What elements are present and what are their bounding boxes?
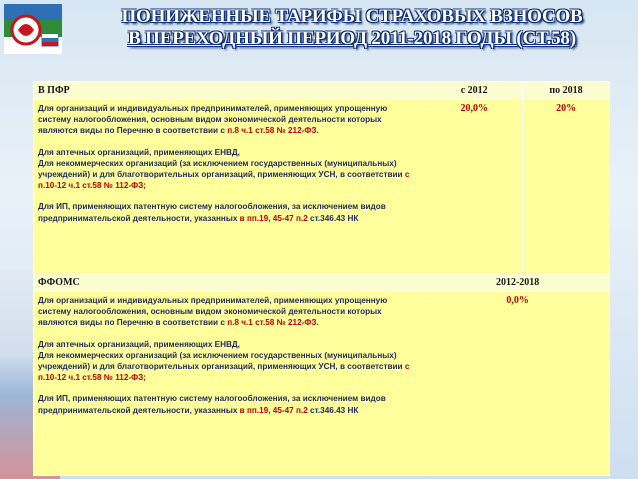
ffoms-p1-ref: п.8 ч.1 ст.58 № 212-ФЗ. [227,318,319,328]
pfr-p2-ref: с п.10-12 ч.1 ст.58 № 112-ФЗ; [38,170,410,191]
ffoms-p3-tail: ст.346.43 НК [307,405,359,415]
title-line-2: В ПЕРЕХОДНЫЙ ПЕРИОД 2011-2018 ГОДЫ (СТ.58) [128,28,576,49]
ffoms-p3-text: Для ИП, применяющих патентную систему налогообложения, за исключением видов предпринимательской деятельности, указанных [38,394,386,415]
title-line-1: ПОНИЖЕННЫЕ ТАРИФЫ СТРАХОВЫХ ВЗНОСОВ [121,6,583,27]
pfr-label: В ПФР [34,82,426,100]
pfr-logo-icon [4,4,62,54]
table-row [34,100,610,274]
table-row [34,274,610,292]
page-title [72,6,632,50]
table-row [34,82,610,100]
ffoms-label: ФФОМС [34,274,426,292]
ffoms-col: 2012-2018 [426,274,610,292]
ffoms-p2-ref: с п.10-12 ч.1 ст.58 № 112-ФЗ; [38,362,410,383]
pfr-value-to: 20% [523,100,610,274]
pfr-col-from: с 2012 [426,82,523,100]
pfr-p2-text: Для аптечных организаций, применяющих ЕНВД, Для некоммерческих организаций (за исключением государственных (муниципальных) учреждений) и для благотворительных организаций, применяющих УСН, в соответствии [38,147,403,180]
table-row [34,292,610,476]
pfr-value-from: 20,0% [426,100,523,274]
pfr-p3-tail: ст.346.43 НК [307,213,359,223]
pfr-p3-text: Для ИП, применяющих патентную систему налогообложения, за исключением видов предпринимательской деятельности, указанных [38,202,386,223]
pfr-p1-ref: п.8 ч.1 ст.58 № 212-ФЗ. [227,126,319,136]
ffoms-description [34,292,426,476]
ffoms-p3-ref: в пп.19, 45-47 п.2 [239,405,308,415]
tariff-table [33,81,610,476]
pfr-p3-ref: в пп.19, 45-47 п.2 [239,213,308,223]
pfr-col-to: по 2018 [523,82,610,100]
ffoms-value: 0,0% [426,292,610,476]
ffoms-p2-text: Для аптечных организаций, применяющих ЕНВД, Для некоммерческих организаций (за исключением государственных (муниципальных) учреждений) и для благотворительных организаций, применяющих УСН, в соответствии [38,339,403,372]
pfr-description [34,100,426,274]
pfr-p1-text: Для организаций и индивидуальных предпринимателей, применяющих упрощенную систему налогообложения, основным видом экономической деятельности которых являются виды по Перечню в соответствии с [38,104,388,136]
ffoms-p1-text: Для организаций и индивидуальных предпринимателей, применяющих упрощенную систему налогообложения, основным видом экономической деятельности которых являются виды по Перечню в соответствии с [38,296,388,328]
